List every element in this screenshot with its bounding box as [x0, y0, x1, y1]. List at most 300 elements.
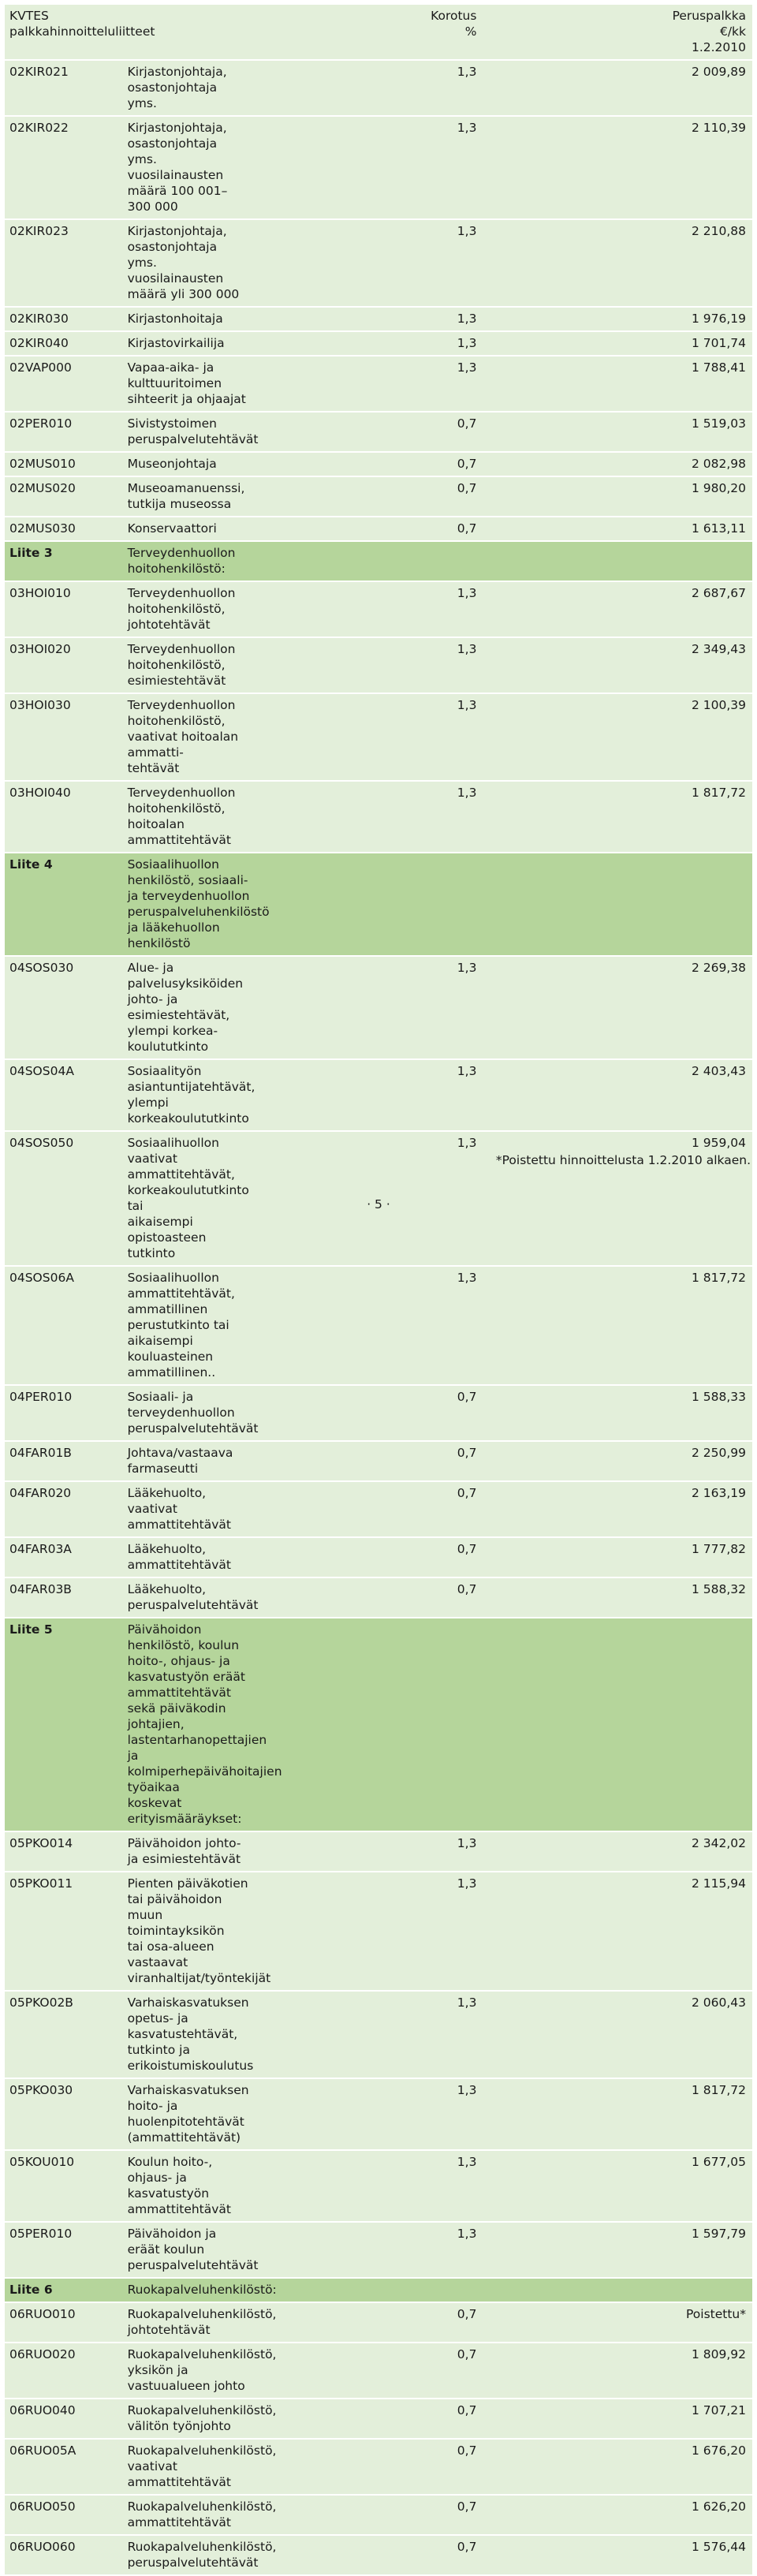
code-text: 06RUO020	[9, 2347, 76, 2361]
code-text: Liite 6	[9, 2283, 53, 2297]
peruspalkka-value: 2 082,98	[691, 457, 746, 471]
korotus-cell	[250, 452, 476, 476]
peruspalkka-cell	[476, 541, 752, 581]
description-wrap	[128, 542, 251, 581]
description-cell	[127, 2343, 277, 2399]
code-cell	[5, 2399, 128, 2439]
peruspalkka-cell	[476, 2222, 752, 2278]
korotus-cell	[250, 781, 476, 853]
korotus-value: 1,3	[457, 360, 477, 375]
description-cell	[127, 1872, 271, 1991]
korotus-value: 1,3	[457, 2227, 477, 2241]
code-cell	[5, 1831, 128, 1872]
korotus-value: 1,3	[457, 786, 477, 800]
description-cell	[128, 541, 251, 581]
code-cell	[5, 2222, 128, 2278]
code-text: 03HOI010	[9, 586, 71, 600]
korotus-value: 1,3	[457, 1995, 477, 2010]
peruspalkka-cell	[476, 2535, 752, 2575]
korotus-cell	[250, 1441, 476, 1481]
peruspalkka-value: 1 817,72	[691, 786, 746, 800]
code-cell	[5, 2439, 128, 2495]
description-wrap	[128, 2151, 251, 2221]
description-line: Varhaiskasvatuksen opetus- ja kasvatustehtävät,	[127, 1995, 249, 2041]
code-text: 04FAR020	[9, 1486, 72, 1500]
description-line: Lääkehuolto, peruspalvelutehtävät	[127, 1582, 259, 1612]
table-row	[5, 476, 752, 517]
code-text: 02KIR030	[9, 312, 69, 326]
description-line: Varhaiskasvatuksen hoito- ja huolenpitotehtävät (ammattitehtävät)	[127, 2083, 249, 2145]
description-cell	[127, 2278, 277, 2302]
peruspalkka-value: 2 210,88	[691, 224, 746, 238]
korotus-value: 0,7	[457, 1390, 477, 1404]
table-row	[5, 116, 752, 219]
table-row	[5, 693, 752, 781]
description-cell	[128, 307, 251, 331]
peruspalkka-value: 2 163,19	[691, 1486, 746, 1500]
description-cell	[127, 412, 259, 452]
description-cell	[128, 781, 251, 853]
description-wrap	[127, 1872, 271, 1990]
peruspalkka-value: 1 701,74	[691, 336, 746, 350]
code-cell	[5, 1266, 128, 1385]
peruspalkka-cell	[476, 356, 752, 412]
description-line: Ruokapalveluhenkilöstö, johtotehtävät	[127, 2307, 277, 2337]
header-peruspalkka-date: 1.2.2010	[691, 40, 746, 54]
code-cell	[5, 781, 128, 853]
korotus-cell	[250, 356, 476, 412]
salary-table-body	[5, 5, 752, 2575]
description-wrap	[128, 582, 251, 637]
description-cell	[127, 1991, 254, 2078]
korotus-cell	[250, 2078, 476, 2150]
code-cell	[5, 956, 128, 1059]
description-wrap	[128, 2079, 251, 2149]
korotus-value	[250, 853, 476, 861]
peruspalkka-value: 1 777,82	[691, 1542, 746, 1556]
description-cell	[128, 2150, 251, 2222]
description-wrap	[128, 453, 251, 476]
description-cell	[127, 1385, 259, 1441]
description-wrap	[127, 413, 259, 451]
korotus-value: 1,3	[457, 961, 477, 975]
table-row	[5, 1059, 752, 1131]
table-row	[5, 2078, 752, 2150]
description-line: Terveydenhuollon hoitohenkilöstö, vaativat hoitoalan ammatti-	[127, 698, 239, 760]
peruspalkka-cell	[476, 412, 752, 452]
description-wrap	[127, 2496, 277, 2534]
description-cell	[128, 517, 251, 541]
description-line: tutkinto ja erikoistumiskoulutus	[127, 2043, 254, 2073]
peruspalkka-cell	[476, 1991, 752, 2078]
peruspalkka-value: 2 009,89	[691, 65, 746, 79]
description-wrap	[127, 2399, 277, 2438]
description-wrap	[128, 332, 251, 355]
description-line: Alue- ja palvelusyksiköiden johto- ja esimiestehtävät, ylempi korkea-	[127, 961, 244, 1038]
code-cell	[5, 219, 128, 307]
korotus-cell	[250, 1266, 476, 1385]
korotus-cell	[250, 1059, 476, 1131]
description-line: vuosilainausten määrä yli 300 000	[127, 271, 240, 301]
table-row	[5, 1872, 752, 1991]
korotus-value: 1,3	[457, 2083, 477, 2097]
description-wrap	[127, 853, 270, 955]
description-wrap	[127, 1992, 254, 2078]
code-text: Liite 4	[9, 857, 53, 872]
table-row	[5, 1441, 752, 1481]
table-row	[5, 1991, 752, 2078]
peruspalkka-value: 1 588,32	[691, 1582, 746, 1596]
korotus-value: 0,7	[457, 2307, 477, 2321]
korotus-value: 0,7	[457, 1582, 477, 1596]
description-wrap	[127, 1618, 282, 1831]
table-header	[5, 5, 752, 60]
description-cell	[127, 2535, 277, 2575]
table-row	[5, 581, 752, 637]
korotus-cell	[250, 331, 476, 356]
code-text: Liite 5	[9, 1622, 53, 1637]
table-row	[5, 1481, 752, 1537]
code-text: 02MUS020	[9, 481, 76, 495]
section-header-row	[5, 853, 752, 956]
korotus-value: 0,7	[457, 1446, 477, 1460]
code-cell	[5, 2302, 128, 2343]
peruspalkka-value	[476, 1618, 746, 1626]
description-cell	[128, 1441, 251, 1481]
description-line: Terveydenhuollon hoitohenkilöstö:	[127, 546, 236, 576]
korotus-value: 0,7	[457, 457, 477, 471]
code-cell	[5, 541, 128, 581]
peruspalkka-value: 1 817,72	[691, 2083, 746, 2097]
table-row	[5, 1831, 752, 1872]
description-line: Kirjastonjohtaja, osastonjohtaja yms.	[127, 121, 227, 166]
peruspalkka-value: 2 060,43	[691, 1995, 746, 2010]
description-cell	[128, 1537, 251, 1577]
description-wrap	[128, 1442, 251, 1480]
peruspalkka-cell	[476, 2495, 752, 2535]
description-wrap	[127, 2440, 277, 2494]
peruspalkka-cell	[476, 1872, 752, 1991]
code-cell	[5, 853, 128, 956]
description-line: Kirjastovirkailija	[127, 336, 225, 350]
code-cell	[5, 412, 128, 452]
peruspalkka-cell	[476, 2399, 752, 2439]
code-text: 05PKO02B	[9, 1995, 73, 2010]
table-row	[5, 2495, 752, 2535]
description-line: Johtava/vastaava farmaseutti	[127, 1446, 233, 1476]
peruspalkka-cell	[476, 1266, 752, 1385]
code-text: 05KOU010	[9, 2155, 75, 2169]
code-text: 02KIR023	[9, 224, 69, 238]
korotus-cell	[250, 1991, 476, 2078]
korotus-value: 1,3	[457, 1876, 477, 1891]
description-wrap	[127, 2343, 277, 2398]
peruspalkka-cell	[476, 581, 752, 637]
code-cell	[5, 1385, 128, 1441]
korotus-value: 1,3	[457, 698, 477, 712]
korotus-cell	[250, 2535, 476, 2575]
description-cell	[128, 219, 251, 307]
description-line: Sosiaali- ja terveydenhuollon peruspalvelutehtävät	[127, 1390, 259, 1435]
korotus-value: 0,7	[457, 416, 477, 431]
description-cell	[128, 1266, 251, 1385]
peruspalkka-value: 2 100,39	[691, 698, 746, 712]
table-row	[5, 412, 752, 452]
page-number: · 5 ·	[367, 1197, 390, 1211]
peruspalkka-cell	[476, 1059, 752, 1131]
korotus-value: 1,3	[457, 1271, 477, 1285]
description-line: Sivistystoimen peruspalvelutehtävät	[127, 416, 259, 446]
peruspalkka-value: 1 613,11	[691, 521, 746, 536]
peruspalkka-cell	[476, 307, 752, 331]
peruspalkka-cell	[476, 1441, 752, 1481]
description-cell	[128, 581, 251, 637]
code-cell	[5, 1872, 128, 1991]
korotus-cell	[250, 2495, 476, 2535]
description-wrap	[127, 1386, 259, 1440]
peruspalkka-value: 1 676,20	[691, 2443, 746, 2458]
code-text: 03HOI020	[9, 642, 71, 656]
korotus-cell	[250, 1831, 476, 1872]
description-cell	[128, 116, 251, 219]
korotus-cell	[250, 956, 476, 1059]
peruspalkka-value: 1 588,33	[691, 1390, 746, 1404]
code-cell	[5, 693, 128, 781]
description-line: Vapaa-aika- ja kulttuuritoimen sihteerit ja ohjaajat	[127, 360, 246, 406]
description-cell	[127, 853, 270, 956]
peruspalkka-value: Poistettu*	[685, 2307, 746, 2321]
korotus-cell	[250, 2278, 476, 2302]
code-text: 06RUO010	[9, 2307, 76, 2321]
table-row	[5, 2150, 752, 2222]
peruspalkka-cell	[476, 2343, 752, 2399]
description-wrap	[128, 782, 251, 852]
peruspalkka-cell	[476, 2302, 752, 2343]
code-text: 03HOI040	[9, 786, 71, 800]
table-row	[5, 1577, 752, 1618]
table-row	[5, 2343, 752, 2399]
description-wrap	[127, 1060, 255, 1130]
description-cell	[128, 331, 251, 356]
description-cell	[128, 356, 251, 412]
description-cell	[128, 452, 251, 476]
code-text: 05PKO011	[9, 1876, 73, 1891]
table-row	[5, 517, 752, 541]
code-cell	[5, 2535, 128, 2575]
description-line: Terveydenhuollon hoitohenkilöstö, esimiestehtävät	[127, 642, 236, 688]
description-wrap	[128, 1482, 251, 1536]
table-row	[5, 2439, 752, 2495]
korotus-cell	[250, 116, 476, 219]
description-cell	[128, 2078, 251, 2150]
description-wrap	[128, 1267, 251, 1384]
code-text: 04SOS030	[9, 961, 74, 975]
code-cell	[5, 1441, 128, 1481]
peruspalkka-value: 1 809,92	[691, 2347, 746, 2361]
description-line: Konservaattori	[127, 521, 217, 536]
description-wrap	[128, 220, 251, 306]
code-text: 02KIR021	[9, 65, 69, 79]
korotus-value: 0,7	[457, 2499, 477, 2514]
table-row	[5, 1537, 752, 1577]
peruspalkka-value: 1 677,05	[691, 2155, 746, 2169]
korotus-cell	[250, 1577, 476, 1618]
description-cell	[128, 693, 251, 781]
peruspalkka-cell	[476, 1577, 752, 1618]
code-text: 02PER010	[9, 416, 73, 431]
code-cell	[5, 60, 128, 116]
korotus-cell	[250, 2399, 476, 2439]
korotus-value: 0,7	[457, 2347, 477, 2361]
korotus-cell	[250, 693, 476, 781]
code-text: 04FAR01B	[9, 1446, 72, 1460]
peruspalkka-value: 1 707,21	[691, 2403, 746, 2417]
description-line: Museoamanuenssi, tutkija museossa	[127, 481, 245, 511]
korotus-cell	[250, 517, 476, 541]
description-line: Päivähoidon ja eräät koulun peruspalvelutehtävät	[127, 2227, 259, 2272]
peruspalkka-cell	[476, 853, 752, 956]
peruspalkka-cell	[476, 1618, 752, 1831]
code-text: 06RUO040	[9, 2403, 76, 2417]
code-cell	[5, 331, 128, 356]
korotus-value	[250, 542, 476, 549]
description-line: Kirjastonhoitaja	[127, 312, 223, 326]
description-wrap	[128, 117, 251, 218]
description-cell	[128, 476, 251, 517]
korotus-cell	[250, 60, 476, 116]
peruspalkka-value: 1 576,44	[691, 2540, 746, 2554]
peruspalkka-value	[476, 853, 746, 861]
code-cell	[5, 1577, 128, 1618]
description-line: vuosilainausten määrä 100 001–300 000	[127, 168, 228, 214]
header-peruspalkka-label: Peruspalkka	[672, 9, 746, 23]
korotus-value: 1,3	[457, 224, 477, 238]
korotus-value: 0,7	[457, 1542, 477, 1556]
description-line: Ruokapalveluhenkilöstö, välitön työnjohto	[127, 2403, 277, 2433]
description-line: Ruokapalveluhenkilöstö:	[127, 2283, 277, 2297]
description-line: Koulun hoito-, ohjaus- ja kasvatustyön ammattitehtävät	[127, 2155, 232, 2216]
description-cell	[127, 2302, 277, 2343]
code-text: 03HOI030	[9, 698, 71, 712]
description-cell	[127, 2495, 277, 2535]
peruspalkka-value: 2 269,38	[691, 961, 746, 975]
description-wrap	[128, 638, 251, 693]
code-text: 04FAR03A	[9, 1542, 72, 1556]
peruspalkka-value: 1 519,03	[691, 416, 746, 431]
code-cell	[5, 116, 128, 219]
description-line: tehtävät	[127, 761, 180, 775]
code-cell	[5, 2078, 128, 2150]
korotus-cell	[250, 307, 476, 331]
peruspalkka-value: 2 110,39	[691, 121, 746, 135]
footnote: *Poistettu hinnoittelusta 1.2.2010 alkaen.	[495, 1153, 751, 1167]
table-row	[5, 1266, 752, 1385]
description-wrap	[128, 957, 251, 1058]
code-cell	[5, 1991, 128, 2078]
korotus-value	[250, 2279, 476, 2286]
code-text: 02VAP000	[9, 360, 72, 375]
peruspalkka-cell	[476, 2439, 752, 2495]
description-line: kasvatustyön eräät ammattitehtävät sekä päiväkodin johtajien,	[127, 1670, 245, 1731]
code-cell	[5, 1481, 128, 1537]
table-row	[5, 781, 752, 853]
description-line: Lääkehuolto, vaativat ammattitehtävät	[127, 1486, 232, 1532]
header-title-cell	[5, 5, 250, 60]
peruspalkka-cell	[476, 2078, 752, 2150]
table-row	[5, 2222, 752, 2278]
header-peruspalkka-cell	[476, 5, 752, 60]
description-line: Ruokapalveluhenkilöstö, ammattitehtävät	[127, 2499, 277, 2529]
peruspalkka-cell	[476, 2150, 752, 2222]
korotus-value: 1,3	[457, 642, 477, 656]
peruspalkka-cell	[476, 956, 752, 1059]
korotus-value: 1,3	[457, 586, 477, 600]
korotus-cell	[250, 2302, 476, 2343]
code-text: 05PKO030	[9, 2083, 73, 2097]
code-text: Liite 3	[9, 546, 53, 560]
section-header-row	[5, 1618, 752, 1831]
description-line: Sosiaalihuollon henkilöstö, sosiaali- ja terveydenhuollon	[127, 857, 250, 903]
peruspalkka-value: 2 115,94	[691, 1876, 746, 1891]
peruspalkka-value: 2 250,99	[691, 1446, 746, 1460]
korotus-value: 1,3	[457, 65, 477, 79]
description-cell	[127, 2439, 277, 2495]
korotus-value	[250, 1618, 476, 1626]
table-row	[5, 1385, 752, 1441]
table-row	[5, 637, 752, 693]
description-line: Sosiaalihuollon ammattitehtävät, ammatillinen perustutkinto tai	[127, 1271, 235, 1332]
code-text: 05PER010	[9, 2227, 73, 2241]
code-cell	[5, 2343, 128, 2399]
description-line: lastentarhanopettajien ja kolmiperhepäivähoitajien työaikaa	[127, 1733, 282, 1794]
peruspalkka-value: 2 342,02	[691, 1836, 746, 1850]
peruspalkka-value: 1 788,41	[691, 360, 746, 375]
description-line: aikaisempi kouluasteinen ammatillinen..	[127, 1334, 216, 1379]
table-row	[5, 219, 752, 307]
header-korotus-cell	[250, 5, 476, 60]
code-cell	[5, 2150, 128, 2222]
code-text: 05PKO014	[9, 1836, 73, 1850]
description-cell	[127, 2399, 277, 2439]
description-line: Kirjastonjohtaja, osastonjohtaja yms.	[127, 224, 227, 270]
code-cell	[5, 1059, 128, 1131]
peruspalkka-cell	[476, 517, 752, 541]
peruspalkka-cell	[476, 476, 752, 517]
description-line: Sosiaalihuollon vaativat ammattitehtävät, korkeakoulututkinto tai	[127, 1136, 249, 1213]
code-text: 06RUO060	[9, 2540, 76, 2554]
korotus-value: 0,7	[457, 2403, 477, 2417]
table-row	[5, 2399, 752, 2439]
peruspalkka-value: 2 349,43	[691, 642, 746, 656]
description-line: peruspalveluhenkilöstö ja lääkehuollon henkilöstö	[127, 905, 270, 950]
header-korotus-unit: %	[464, 24, 477, 39]
korotus-value: 0,7	[457, 2540, 477, 2554]
header-peruspalkka-unit: €/kk	[719, 24, 746, 39]
peruspalkka-cell	[476, 1385, 752, 1441]
header-title-line1: KVTES	[9, 9, 49, 23]
code-cell	[5, 517, 128, 541]
code-text: 04SOS050	[9, 1136, 74, 1150]
peruspalkka-value: 1 597,79	[691, 2227, 746, 2241]
description-wrap	[128, 517, 251, 540]
description-wrap	[128, 61, 251, 115]
code-cell	[5, 356, 128, 412]
peruspalkka-value	[476, 2279, 746, 2286]
code-cell	[5, 452, 128, 476]
description-cell	[127, 1059, 255, 1131]
header-korotus-label: Korotus	[431, 9, 477, 23]
peruspalkka-value: 1 959,04	[691, 1136, 746, 1150]
